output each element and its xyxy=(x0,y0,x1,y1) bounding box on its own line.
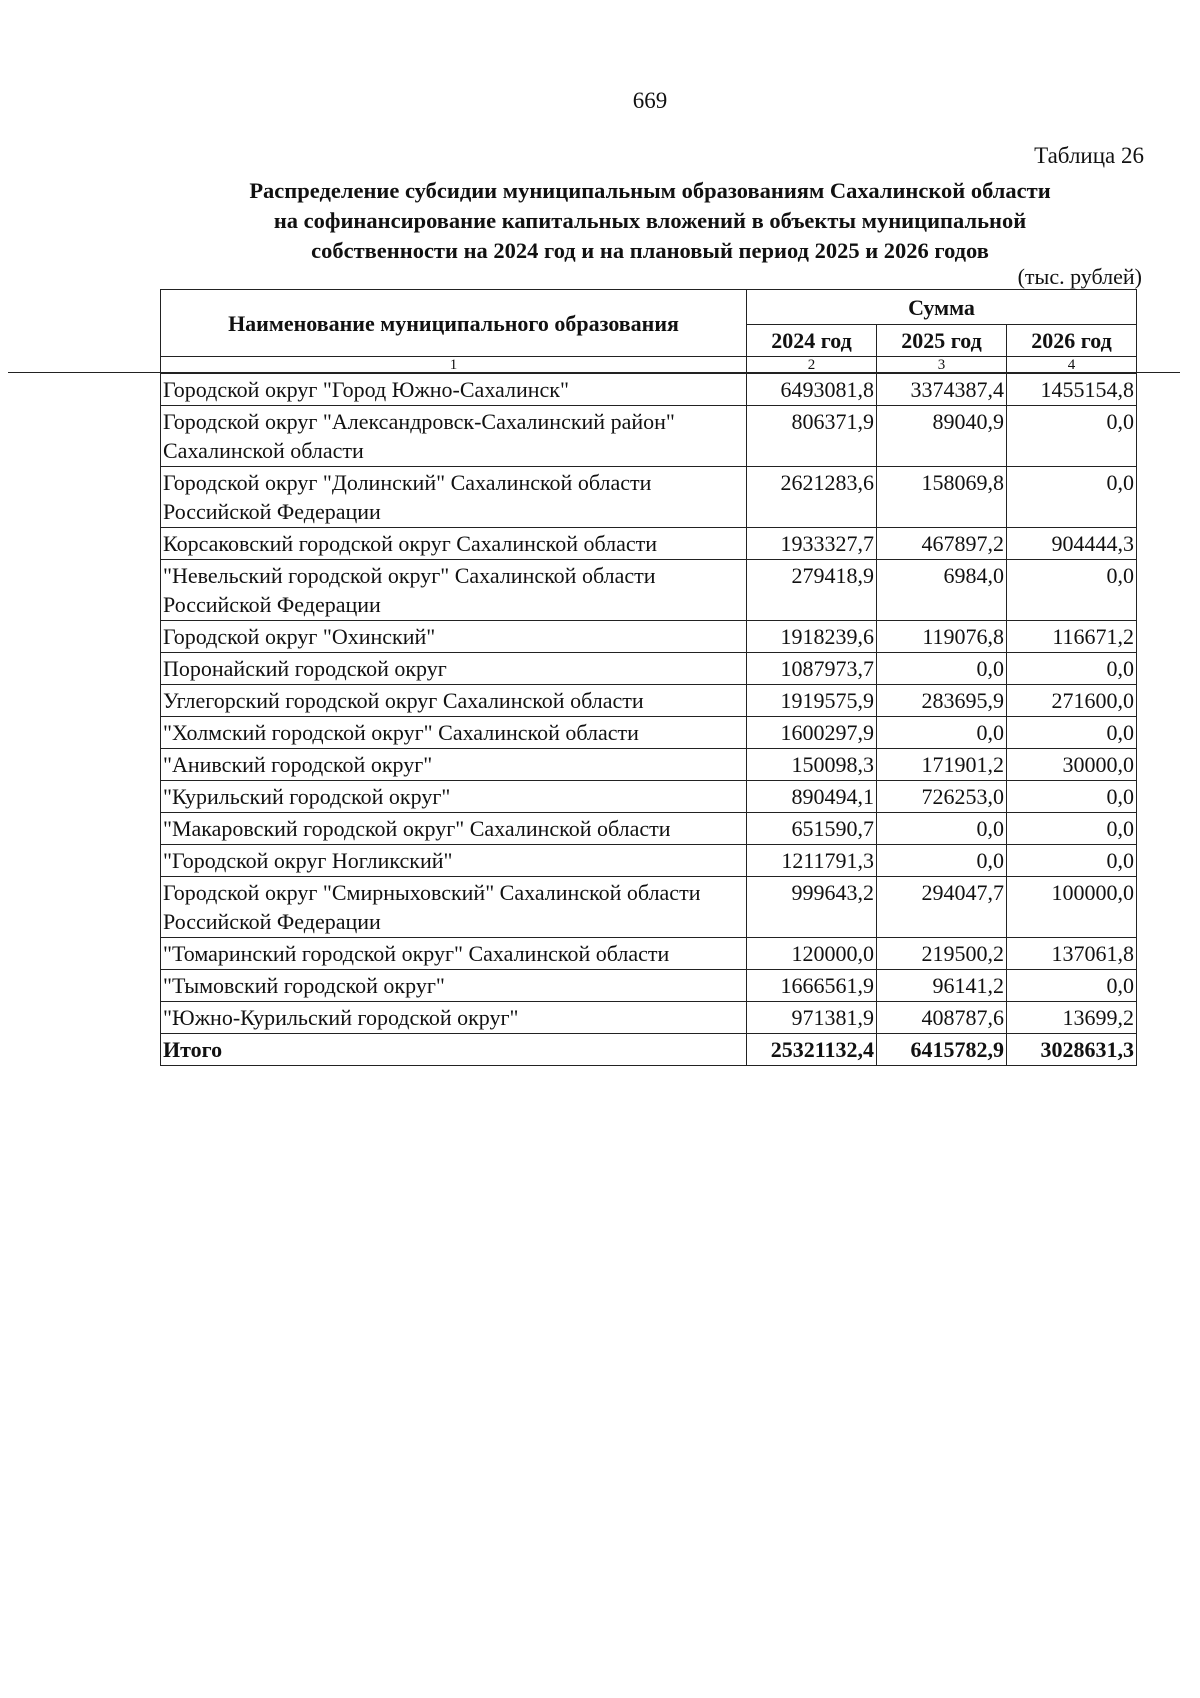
municipality-name: Городской округ "Долинский" Сахалинской области Российской Федерации xyxy=(161,467,747,528)
amount-2025: 96141,2 xyxy=(877,970,1007,1002)
table-row xyxy=(161,1002,1137,1034)
amount-2026: 0,0 xyxy=(1007,653,1137,685)
amount-2025: 467897,2 xyxy=(877,528,1007,560)
units-label: (тыс. рублей) xyxy=(1017,264,1142,289)
column-number: 4 xyxy=(1007,357,1137,374)
amount-2025: 283695,9 xyxy=(877,685,1007,717)
municipality-name: Углегорский городской округ Сахалинской области xyxy=(161,685,747,717)
amount-2026: 271600,0 xyxy=(1007,685,1137,717)
title-line: собственности на 2024 год и на плановый период 2025 и 2026 годов xyxy=(311,238,989,263)
municipality-name: "Холмский городской округ" Сахалинской области xyxy=(161,717,747,749)
municipality-name: "Южно-Курильский городской округ" xyxy=(161,1002,747,1034)
amount-2025: 89040,9 xyxy=(877,406,1007,467)
municipality-name: "Тымовский городской округ" xyxy=(161,970,747,1002)
table-row xyxy=(161,938,1137,970)
header-year-2024: 2024 год xyxy=(747,325,877,357)
document-title xyxy=(140,176,1160,266)
table-row xyxy=(161,406,1137,467)
title-line: на софинансирование капитальных вложений в объекты муниципальной xyxy=(273,208,1027,233)
table-row xyxy=(161,621,1137,653)
header-year-2026: 2026 год xyxy=(1007,325,1137,357)
table-row xyxy=(161,845,1137,877)
table-label: Таблица 26 xyxy=(1034,143,1144,168)
column-number: 1 xyxy=(161,357,747,374)
table-row xyxy=(161,653,1137,685)
table-row xyxy=(161,685,1137,717)
title-line: Распределение субсидии муниципальным образованиям Сахалинской области xyxy=(249,178,1051,203)
amount-2026: 0,0 xyxy=(1007,970,1137,1002)
table-row xyxy=(161,560,1137,621)
header-sum: Сумма xyxy=(747,290,1137,325)
amount-2026: 0,0 xyxy=(1007,845,1137,877)
table-row xyxy=(161,749,1137,781)
amount-2026: 30000,0 xyxy=(1007,749,1137,781)
amount-2026: 0,0 xyxy=(1007,717,1137,749)
amount-2024: 2621283,6 xyxy=(747,467,877,528)
amount-2026: 904444,3 xyxy=(1007,528,1137,560)
subsidy-table xyxy=(160,289,1137,1066)
amount-2025: 0,0 xyxy=(877,813,1007,845)
amount-2026: 0,0 xyxy=(1007,781,1137,813)
table-header-row xyxy=(161,290,1137,325)
amount-2024: 6493081,8 xyxy=(747,374,877,406)
amount-2024: 1211791,3 xyxy=(747,845,877,877)
amount-2024: 806371,9 xyxy=(747,406,877,467)
table-row xyxy=(161,467,1137,528)
total-2024: 25321132,4 xyxy=(747,1034,877,1066)
municipality-name: "Курильский городской округ" xyxy=(161,781,747,813)
municipality-name: Городской округ "Смирныховский" Сахалинской области Российской Федерации xyxy=(161,877,747,938)
table-row xyxy=(161,374,1137,406)
amount-2024: 1666561,9 xyxy=(747,970,877,1002)
municipality-name: "Анивский городской округ" xyxy=(161,749,747,781)
amount-2024: 1087973,7 xyxy=(747,653,877,685)
total-2025: 6415782,9 xyxy=(877,1034,1007,1066)
amount-2025: 3374387,4 xyxy=(877,374,1007,406)
amount-2026: 13699,2 xyxy=(1007,1002,1137,1034)
table-row xyxy=(161,717,1137,749)
municipality-name: "Невельский городской округ" Сахалинской области Российской Федерации xyxy=(161,560,747,621)
amount-2024: 651590,7 xyxy=(747,813,877,845)
amount-2024: 1918239,6 xyxy=(747,621,877,653)
amount-2025: 158069,8 xyxy=(877,467,1007,528)
amount-2026: 116671,2 xyxy=(1007,621,1137,653)
page-number: 669 xyxy=(632,88,668,113)
table-row xyxy=(161,813,1137,845)
amount-2025: 294047,7 xyxy=(877,877,1007,938)
column-numbers-row xyxy=(161,357,1137,374)
amount-2024: 279418,9 xyxy=(747,560,877,621)
municipality-name: Корсаковский городской округ Сахалинской области xyxy=(161,528,747,560)
amount-2026: 100000,0 xyxy=(1007,877,1137,938)
amount-2024: 1933327,7 xyxy=(747,528,877,560)
amount-2024: 999643,2 xyxy=(747,877,877,938)
table-body xyxy=(161,374,1137,1066)
municipality-name: Городской округ "Город Южно-Сахалинск" xyxy=(161,374,747,406)
municipality-name: "Томаринский городской округ" Сахалинской области xyxy=(161,938,747,970)
amount-2025: 219500,2 xyxy=(877,938,1007,970)
amount-2025: 408787,6 xyxy=(877,1002,1007,1034)
amount-2024: 890494,1 xyxy=(747,781,877,813)
amount-2026: 0,0 xyxy=(1007,467,1137,528)
table-row xyxy=(161,970,1137,1002)
amount-2024: 971381,9 xyxy=(747,1002,877,1034)
amount-2025: 6984,0 xyxy=(877,560,1007,621)
column-number: 2 xyxy=(747,357,877,374)
amount-2025: 0,0 xyxy=(877,845,1007,877)
municipality-name: Поронайский городской округ xyxy=(161,653,747,685)
amount-2025: 726253,0 xyxy=(877,781,1007,813)
header-name: Наименование муниципального образования xyxy=(161,290,747,357)
total-2026: 3028631,3 xyxy=(1007,1034,1137,1066)
amount-2026: 1455154,8 xyxy=(1007,374,1137,406)
table-row xyxy=(161,877,1137,938)
municipality-name: Городской округ "Александровск-Сахалинский район" Сахалинской области xyxy=(161,406,747,467)
amount-2024: 120000,0 xyxy=(747,938,877,970)
amount-2026: 0,0 xyxy=(1007,813,1137,845)
municipality-name: "Городской округ Ногликский" xyxy=(161,845,747,877)
total-label: Итого xyxy=(161,1034,747,1066)
table-row xyxy=(161,528,1137,560)
municipality-name: "Макаровский городской округ" Сахалинской области xyxy=(161,813,747,845)
amount-2025: 0,0 xyxy=(877,717,1007,749)
column-number: 3 xyxy=(877,357,1007,374)
total-row xyxy=(161,1034,1137,1066)
amount-2025: 171901,2 xyxy=(877,749,1007,781)
amount-2025: 0,0 xyxy=(877,653,1007,685)
amount-2024: 1919575,9 xyxy=(747,685,877,717)
amount-2026: 0,0 xyxy=(1007,406,1137,467)
amount-2024: 150098,3 xyxy=(747,749,877,781)
amount-2026: 0,0 xyxy=(1007,560,1137,621)
amount-2024: 1600297,9 xyxy=(747,717,877,749)
amount-2025: 119076,8 xyxy=(877,621,1007,653)
municipality-name: Городской округ "Охинский" xyxy=(161,621,747,653)
amount-2026: 137061,8 xyxy=(1007,938,1137,970)
header-year-2025: 2025 год xyxy=(877,325,1007,357)
table-row xyxy=(161,781,1137,813)
